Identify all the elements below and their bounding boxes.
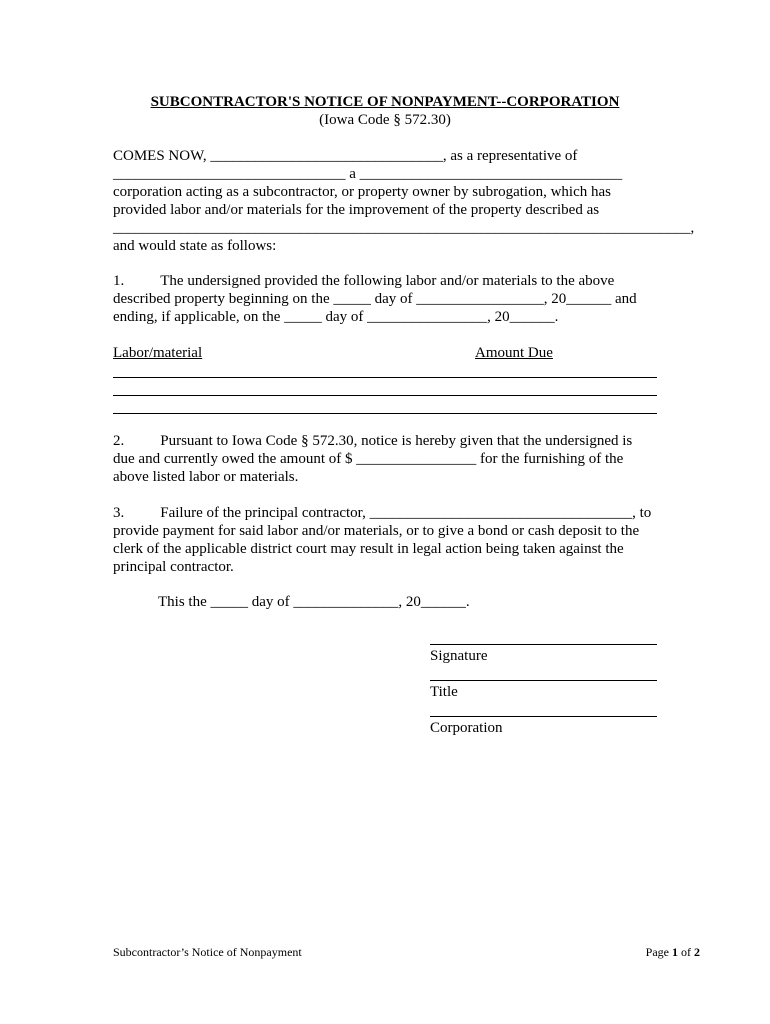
amount-due-header: Amount Due xyxy=(475,345,553,361)
labor-row-line-3 xyxy=(113,413,657,414)
corporation-label: Corporation xyxy=(430,720,503,736)
page-current: 1 xyxy=(672,945,678,959)
intro-line-6: and would state as follows: xyxy=(113,238,277,254)
title-label: Title xyxy=(430,684,458,700)
para3-line-1 xyxy=(113,504,651,522)
page-prefix: Page xyxy=(645,945,672,959)
para2-line-2: due and currently owed the amount of $ ________________ for the furnishing of the xyxy=(113,451,624,467)
para3-line-3: clerk of the applicable district court may result in legal action being taken against the xyxy=(113,541,624,557)
signature-label: Signature xyxy=(430,648,488,664)
dated-line: This the _____ day of ______________, 20______. xyxy=(158,594,470,610)
para3-text-1: Failure of the principal contractor, ___________________________________, to xyxy=(160,505,652,521)
document-title: SUBCONTRACTOR'S NOTICE OF NONPAYMENT--CORPORATION xyxy=(150,94,620,110)
page-of: of xyxy=(678,945,694,959)
para2-number: 2. xyxy=(113,433,125,449)
intro-line-1: COMES NOW, _______________________________, as a representative of xyxy=(113,148,578,164)
para2-line-1 xyxy=(113,432,632,450)
intro-line-3: corporation acting as a subcontractor, or property owner by subrogation, which has xyxy=(113,184,612,200)
footer-document-name: Subcontractor’s Notice of Nonpayment xyxy=(113,945,302,959)
signature-rule xyxy=(430,644,657,645)
document-subtitle: (Iowa Code § 572.30) xyxy=(319,112,451,128)
labor-row-line-2 xyxy=(113,395,657,396)
para3-number: 3. xyxy=(113,505,125,521)
para2-text-1: Pursuant to Iowa Code § 572.30, notice is hereby given that the undersigned is xyxy=(160,433,633,449)
labor-row-line-1 xyxy=(113,377,657,378)
intro-line-5: _____________________________________________________________________________, xyxy=(113,220,695,236)
intro-line-2: _______________________________ a ___________________________________ xyxy=(113,166,623,182)
para1-line-3: ending, if applicable, on the _____ day of ________________, 20______. xyxy=(113,309,559,325)
para1-number: 1. xyxy=(113,273,125,289)
para1-line-2: described property beginning on the _____ day of _________________, 20______ and xyxy=(113,291,637,307)
para2-line-3: above listed labor or materials. xyxy=(113,469,299,485)
labor-material-header: Labor/material xyxy=(113,345,203,361)
para1-line-1 xyxy=(113,272,614,290)
para3-line-4: principal contractor. xyxy=(113,559,234,575)
corporation-rule xyxy=(430,716,657,717)
title-rule xyxy=(430,680,657,681)
para1-text-1: The undersigned provided the following labor and/or materials to the above xyxy=(160,273,615,289)
intro-line-4: provided labor and/or materials for the improvement of the property described as xyxy=(113,202,600,218)
page-total: 2 xyxy=(694,945,700,959)
footer-page-number xyxy=(646,945,700,960)
para3-line-2: provide payment for said labor and/or materials, or to give a bond or cash deposit to the xyxy=(113,523,640,539)
